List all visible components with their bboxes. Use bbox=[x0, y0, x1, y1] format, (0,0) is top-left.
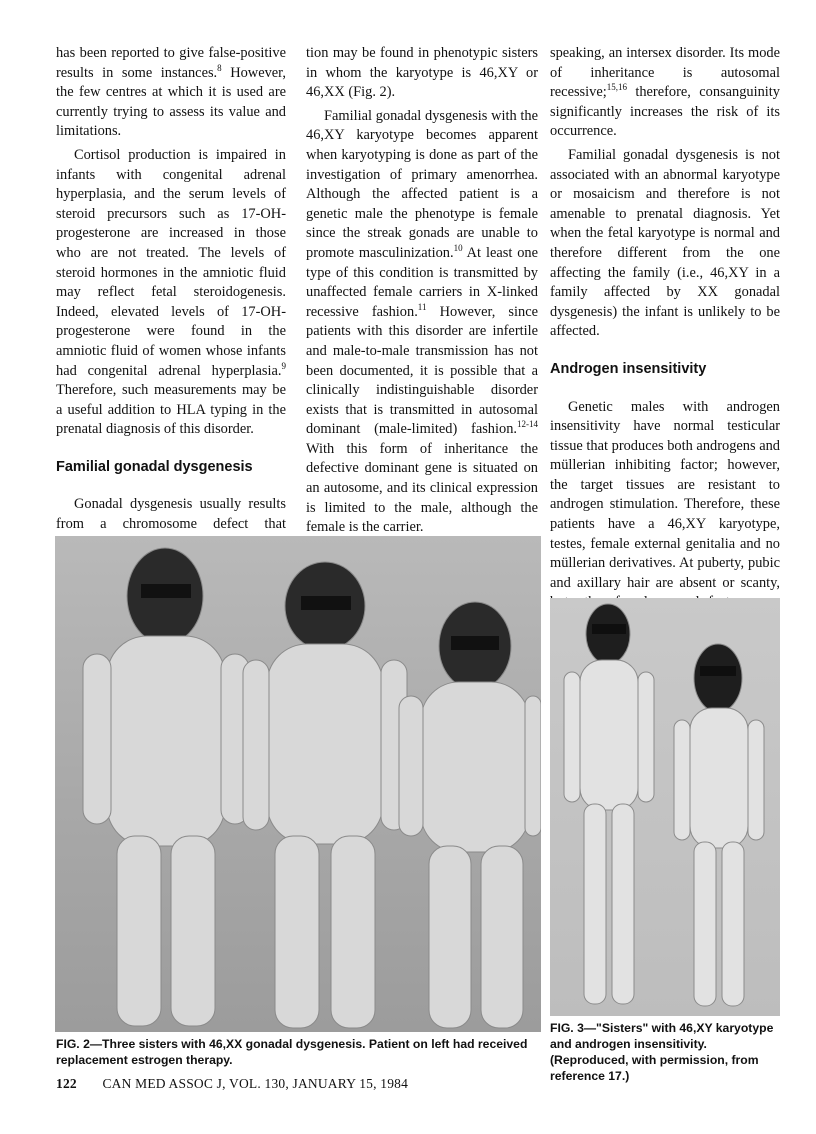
paragraph: Cortisol production is impaired in infants with congenital adrenal hyperplasia, and the serum levels of steroid precursors such as 17-OH-progesterone are increased in those who are not treated. The levels of steroid hormones in the amniotic fluid may reflect fetal steroidogenesis. Indeed, elevated levels of 17-OH-progesterone were found in the amniotic fluid of women whose infants had congenital adrenal hyperplasia.$^9$ Therefore, such measurements may be a useful addition to HLA typing in the prenatal diagnosis of this disorder. bbox=[56, 146, 286, 438]
page-footer bbox=[56, 1076, 408, 1092]
paragraph: Genetic males with androgen insensitivity have normal testicular tissue that produces both androgens and müllerian inhibiting factor; however, the target tissues are resistant to androgen stimulation. Therefore, these patients have a 46,XY karyotype, testes, female external genitalia and no müllerian derivatives. At puberty, pubic and axillary hair are absent or scanty, bbox=[550, 398, 780, 591]
figure-3-illustration bbox=[550, 598, 780, 1016]
paragraph: tion may be found in phenotypic sisters in whom the karyotype is 46,XY or 46,XX (Fig. 2). bbox=[306, 45, 538, 101]
journal-citation: CAN MED ASSOC J, VOL. 130, JANUARY 15, 1984 bbox=[102, 1076, 409, 1091]
paragraph: Familial gonadal dysgenesis with the 46,XY karyotype becomes apparent when karyotyping is done as part of the investigation of primary amenorrhea. Although the affected patient is a genetic male the phenotype is female since the streak gonads are unable to promote masculinization.$^{10}$ At least one type of this condition is transmitted by unaffected female carriers in X-linked recessive fashion.$^{11}$ However, since patients with this disorder are infertile and male-to-male transmission has not been documented, it is possible that a clinically indistinguishable disorder exists that is transmitted in autosomal dominant (male-limited) fashion.$^{12-14}$ With this form of inheritance the defective dominant gene is situated on an autosome, and its clinical expression is limited to the male, although the female is the carrier. bbox=[306, 107, 538, 536]
paragraph: has been reported to give false-positive results in some instances.$^8$ However, the few centres at which it is used are currently trying to assess its value and limitations. bbox=[56, 45, 286, 140]
paragraph: speaking, an intersex disorder. Its mode of inheritance is autosomal recessive;$^{15,16}$ therefore, consanguinity significantly increases the risk of its occurrence. bbox=[550, 45, 780, 140]
figure-2-illustration bbox=[55, 536, 541, 1032]
text-column-1 bbox=[56, 44, 286, 597]
figure-2-photo bbox=[55, 536, 541, 1032]
text-column-3 bbox=[550, 44, 780, 680]
paragraph: Gonadal dysgenesis usually results from a chromosome defect that bbox=[56, 496, 286, 533]
section-heading: Familial gonadal dysgenesis bbox=[56, 458, 253, 475]
paragraph: Familial gonadal dysgenesis is not associated with an abnormal karyotype or mosaicism and therefore is not amenable to prenatal diagnosis. Yet when the fetal karyotype is normal and therefore different from the one affecting the family (i.e., 46,XY in a family affected by XX gonadal dysgenesis) the infant is unlikely to be affected. bbox=[550, 146, 780, 340]
section-heading: Androgen insensitivity bbox=[550, 360, 707, 377]
page-number: 122 bbox=[56, 1076, 77, 1091]
figure-3-photo bbox=[550, 598, 780, 1016]
text-column-2 bbox=[306, 44, 538, 585]
figure-2-caption: FIG. 2—Three sisters with 46,XX gonadal dysgenesis. Patient on left had received replacement estrogen therapy. bbox=[56, 1037, 528, 1067]
figure-3-caption: FIG. 3—"Sisters" with 46,XY karyotype and androgen insensitivity. (Reproduced, with permission, from reference 17.) bbox=[550, 1021, 774, 1083]
